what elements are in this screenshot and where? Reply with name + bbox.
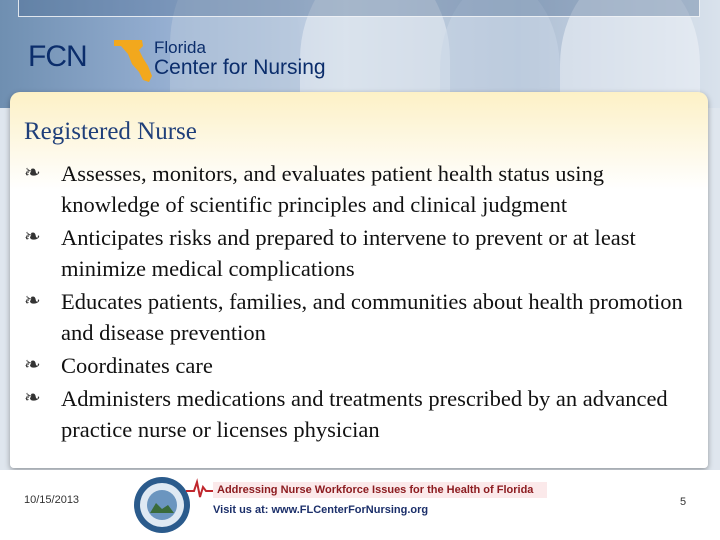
slide-date: 10/15/2013 [24, 494, 80, 506]
handwriting-flourish-icon: ❧ [24, 290, 41, 312]
footer-tagline: Addressing Nurse Workforce Issues for the Health of Florida [213, 482, 547, 498]
heartbeat-line-icon [186, 478, 214, 500]
florida-state-icon [112, 36, 154, 84]
website-link[interactable]: Visit us at: www.FLCenterForNursing.org [213, 504, 429, 516]
florida-seal-icon [132, 475, 192, 535]
bullet-text: Assesses, monitors, and evaluates patient health status using knowledge of scientific principles and clinical judgment [61, 161, 605, 217]
bullet-item [24, 222, 696, 284]
bullet-item [24, 158, 696, 220]
slide-title: Registered Nurse [24, 118, 197, 145]
header-top-bar [18, 0, 700, 17]
logo-line2: Center for Nursing [154, 56, 326, 79]
bullet-item [24, 350, 696, 381]
bullet-list [24, 158, 696, 447]
logo-abbrev: FCN [28, 40, 87, 73]
page-number: 5 [680, 496, 687, 508]
bullet-item [24, 383, 696, 445]
handwriting-flourish-icon: ❧ [24, 162, 41, 184]
logo-line1: Florida [154, 38, 206, 57]
handwriting-flourish-icon: ❧ [24, 226, 41, 248]
bullet-text: Administers medications and treatments prescribed by an advanced practice nurse or licenses physician [61, 386, 668, 442]
handwriting-flourish-icon: ❧ [24, 354, 41, 376]
bullet-item [24, 286, 696, 348]
bullet-text: Coordinates care [61, 353, 213, 378]
bullet-text: Educates patients, families, and communities about health promotion and disease prevention [61, 289, 683, 345]
handwriting-flourish-icon: ❧ [24, 387, 41, 409]
bullet-text: Anticipates risks and prepared to intervene to prevent or at least minimize medical complications [61, 225, 636, 281]
